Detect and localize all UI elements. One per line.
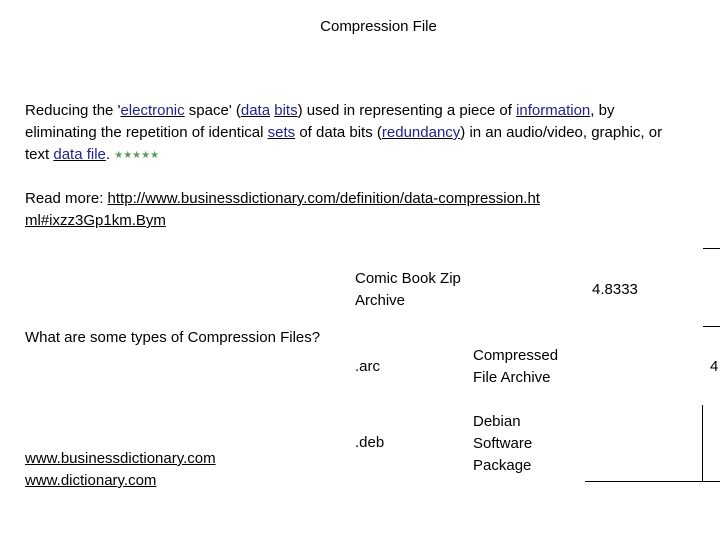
definition-text: ) used in representing a piece of: [297, 102, 517, 119]
table-cell-ext: .arc: [355, 358, 381, 375]
definition-link[interactable]: sets: [267, 124, 296, 141]
table-cell-desc: Debian Software Package: [473, 413, 533, 474]
table-cell-value: 4.8333: [592, 281, 638, 298]
table-cell-ext: Comic Book Zip Archive: [355, 270, 461, 309]
definition-link[interactable]: redundancy: [381, 124, 461, 141]
source-link[interactable]: www.dictionary.com: [25, 472, 157, 489]
definition-link[interactable]: electronic: [120, 102, 185, 119]
definition-link[interactable]: data: [240, 102, 271, 119]
definition-link[interactable]: data file: [53, 146, 106, 163]
definition-text: of data bits (: [295, 124, 382, 141]
table-rule: [702, 405, 703, 481]
read-more-link[interactable]: http://www.businessdictionary.com/definition/data-compression.html#ixzz3Gp1km.Bym: [25, 190, 540, 229]
definition-text: , by eliminating the repetition of identical: [25, 102, 615, 141]
table-rule: [585, 481, 720, 482]
table-rule: [703, 248, 720, 249]
definition-paragraph: [25, 100, 665, 167]
table-rule: [703, 326, 720, 327]
definition-text: .: [105, 146, 111, 163]
source-link[interactable]: www.businessdictionary.com: [25, 450, 216, 467]
read-more-label: Read more:: [25, 190, 108, 207]
table-cell-value: 4: [710, 358, 719, 375]
table-cell-ext: .deb: [355, 434, 385, 451]
definition-text: Reducing the ': [25, 102, 121, 119]
table-cell-desc: Compressed File Archive: [473, 347, 559, 386]
definition-text: space' (: [184, 102, 241, 119]
definition-link[interactable]: information: [516, 102, 591, 119]
rating-stars-icon[interactable]: ★★★★★: [114, 150, 160, 161]
read-more-line: [25, 188, 545, 232]
question-text: What are some types of Compression Files?: [25, 329, 321, 346]
definition-link[interactable]: bits: [274, 102, 298, 119]
page-title: Compression File: [320, 18, 437, 35]
definition-text: ) in an audio/video, graphic, or text: [25, 124, 663, 163]
